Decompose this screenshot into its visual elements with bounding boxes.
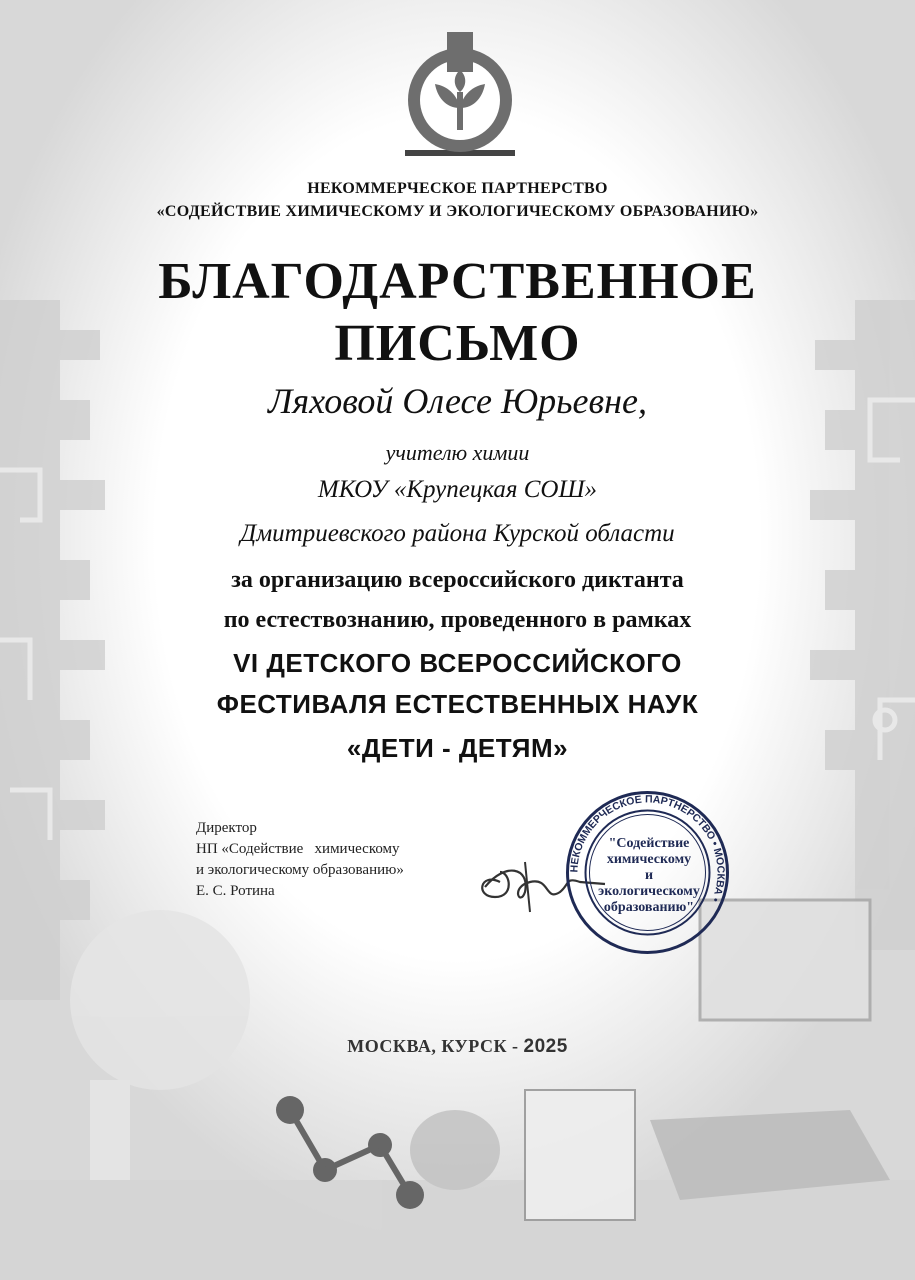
stamp-line-2: химическому <box>606 852 692 867</box>
stamp-ring-text: НЕКОММЕРЧЕСКОЕ ПАРТНЕРСТВО • МОСКВА • <box>568 793 727 904</box>
body-line-2: по естествознанию, проведенного в рамках <box>223 607 692 633</box>
signatory-role: Директор <box>196 820 257 836</box>
place: МОСКВА, КУРСК - <box>347 1036 524 1056</box>
festival-line-1: VI ДЕТСКОГО ВСЕРОССИЙСКОГО <box>233 648 682 678</box>
stamp-line-3: и экологическому <box>598 868 700 899</box>
year: 2025 <box>523 1036 568 1057</box>
recipient-school: МКОУ «Крупецкая СОШ» <box>317 476 598 503</box>
title-line-2: ПИСЬМО <box>334 315 581 372</box>
organization-line-2: «СОДЕЙСТВИЕ ХИМИЧЕСКОМУ И ЭКОЛОГИЧЕСКОМУ ОБРАЗОВАНИЮ» <box>156 203 759 220</box>
festival-line-2: ФЕСТИВАЛЯ ЕСТЕСТВЕННЫХ НАУК <box>216 689 699 719</box>
stamp-center-text <box>594 836 704 916</box>
stamp-line-1: "Содействие <box>608 836 690 851</box>
festival-line-3: «ДЕТИ - ДЕТЯМ» <box>346 733 569 763</box>
place-and-year <box>0 1036 915 1058</box>
signatory-block <box>196 818 404 902</box>
title-line-1: БЛАГОДАРСТВЕННОЕ <box>158 253 757 310</box>
body-line-1: за организацию всероссийского диктанта <box>231 567 684 593</box>
stamp-line-4: образованию" <box>603 900 695 915</box>
signatory-name: Е. С. Ротина <box>196 883 275 899</box>
recipient-name: Ляховой Олесе Юрьевне, <box>268 381 647 421</box>
signatory-org-line-2: и экологическому образованию» <box>196 862 404 878</box>
recipient-district: Дмитриевского района Курской области <box>240 520 675 547</box>
recipient-position: учителю химии <box>385 440 530 465</box>
organization-line-1: НЕКОММЕРЧЕСКОЕ ПАРТНЕРСТВО <box>307 180 608 197</box>
flask-sprout-logo <box>405 30 515 160</box>
signatory-org-line-1: НП «Содействие химическому <box>196 841 400 857</box>
